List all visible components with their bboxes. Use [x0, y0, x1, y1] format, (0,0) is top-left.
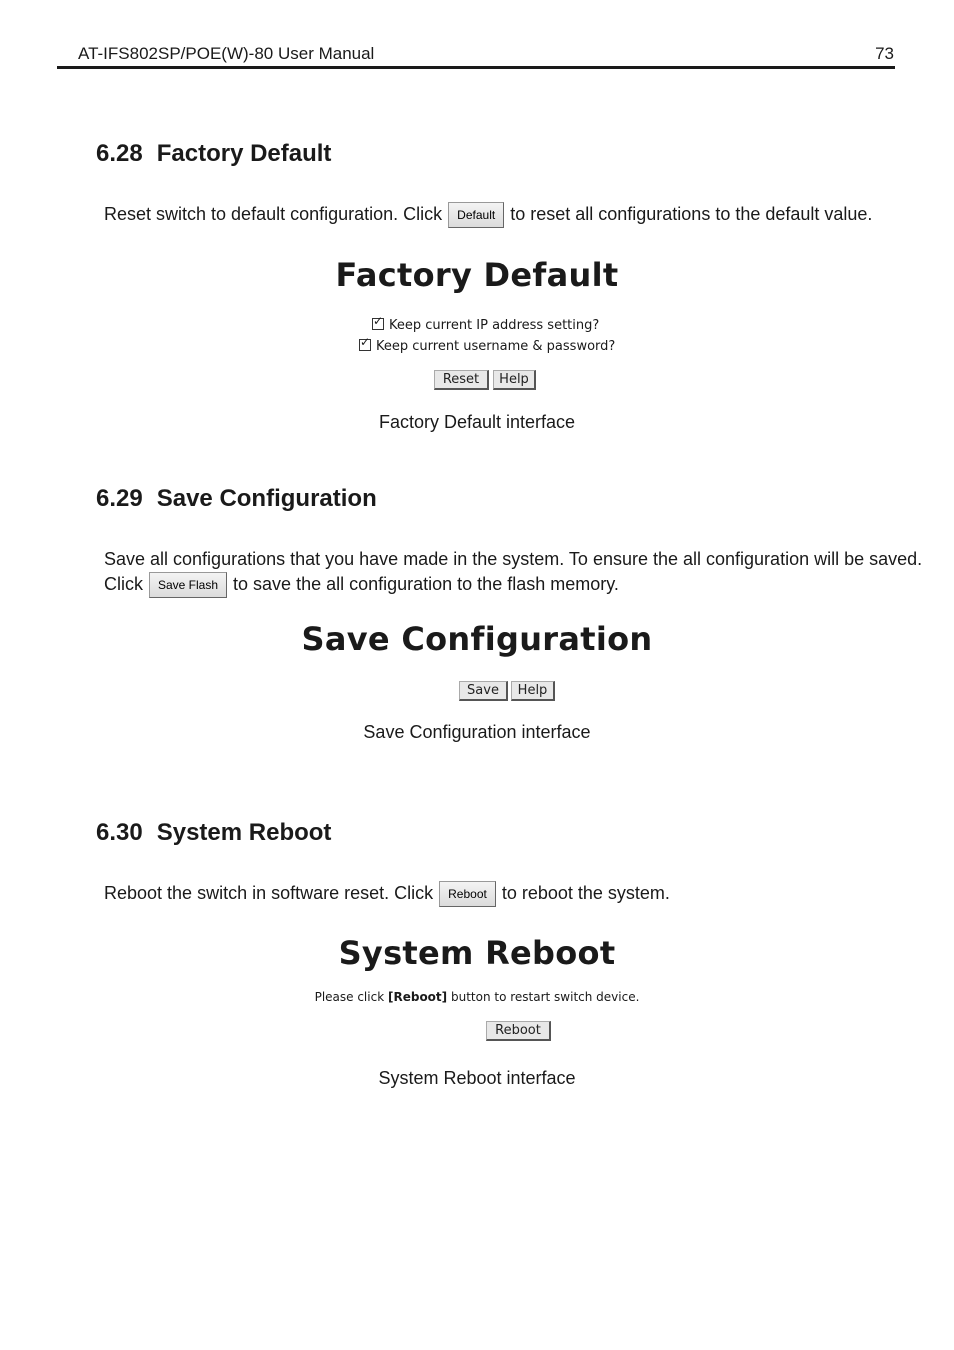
help-button[interactable]: Help [493, 370, 536, 390]
section-title: Factory Default [156, 140, 332, 167]
reboot-instruction [0, 990, 954, 1004]
section-heading-save-configuration [96, 485, 377, 513]
description-text: Reboot the switch in software reset. Click [104, 883, 434, 903]
reboot-button-illustration: Reboot [439, 881, 496, 907]
figure-caption: Factory Default interface [378, 412, 576, 432]
reset-button[interactable]: Reset [434, 370, 489, 390]
checkmark-icon: ✓ [360, 335, 371, 349]
section-heading-factory-default [96, 140, 331, 168]
checkmark-icon: ✓ [373, 314, 384, 328]
save-description-line2 [104, 572, 619, 598]
factory-default-ui-title: Factory Default [335, 256, 619, 294]
description-text: to reboot the system. [501, 883, 670, 903]
default-button-illustration: Default [448, 202, 504, 228]
factory-default-description [104, 202, 872, 228]
keep-ip-checkbox[interactable] [372, 314, 384, 330]
section-number: 6.28 [96, 140, 143, 167]
save-description-line1: Save all configurations that you have made in the system. To ensure the all configuration will be saved. [104, 549, 923, 569]
figure-caption: Save Configuration interface [363, 722, 591, 742]
reboot-description [104, 881, 670, 907]
save-button[interactable]: Save [459, 681, 508, 701]
description-text: Reset switch to default configuration. Click [104, 204, 443, 224]
instruction-text: button to restart switch device. [450, 990, 640, 1004]
reboot-button[interactable]: Reboot [486, 1021, 551, 1041]
checkbox-label: Keep current IP address setting? [389, 318, 600, 333]
section-number: 6.30 [96, 819, 143, 846]
keep-ip-option [372, 314, 600, 333]
figure-caption: System Reboot interface [378, 1068, 576, 1088]
instruction-keyword: [Reboot] [387, 990, 448, 1004]
section-title: Save Configuration [156, 485, 377, 512]
page-number: 73 [875, 44, 894, 63]
save-flash-button-illustration: Save Flash [149, 572, 227, 598]
system-reboot-ui-title: System Reboot [338, 934, 616, 972]
section-heading-system-reboot [96, 819, 331, 847]
manual-title: AT-IFS802SP/POE(W)-80 User Manual [78, 44, 375, 63]
save-configuration-ui-title: Save Configuration [301, 620, 653, 658]
description-text: to save the all configuration to the flash memory. [233, 574, 619, 594]
instruction-text: Please click [314, 990, 385, 1004]
keep-credentials-checkbox[interactable] [359, 335, 371, 351]
help-button[interactable]: Help [511, 681, 555, 701]
section-title: System Reboot [156, 819, 332, 846]
description-text: to reset all configurations to the default value. [510, 204, 873, 224]
checkbox-label: Keep current username & password? [376, 339, 616, 354]
section-number: 6.29 [96, 485, 143, 512]
description-text: Click [104, 574, 143, 594]
header-divider [57, 66, 895, 69]
keep-credentials-option [359, 335, 616, 354]
